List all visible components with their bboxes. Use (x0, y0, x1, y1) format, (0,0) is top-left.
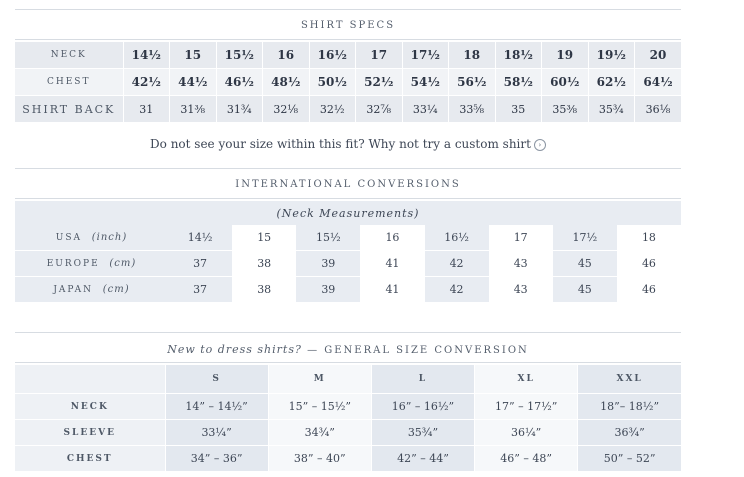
conversion-cell: 46 (617, 251, 681, 277)
spec-cell: 32⅞ (356, 96, 403, 123)
spec-cell: 33¼ (402, 96, 449, 123)
spec-cell: 50½ (309, 69, 356, 96)
spec-cell: 16 (263, 42, 310, 69)
europe-row (15, 251, 681, 277)
conversions-divider (15, 198, 681, 199)
conversion-cell: 37 (168, 277, 232, 303)
spec-cell: 42½ (123, 69, 170, 96)
size-header-row (15, 365, 681, 394)
specs-divider (15, 39, 681, 40)
size-l-header: L (371, 365, 474, 394)
general-neck-label: NECK (15, 394, 165, 420)
size-xl-header: XL (475, 365, 578, 394)
general-top-divider (15, 332, 681, 333)
spec-cell: 16½ (309, 42, 356, 69)
spec-cell: 31 (123, 96, 170, 123)
spec-cell: 14½ (123, 42, 170, 69)
chest-row (15, 69, 681, 96)
shirt-specs-table (15, 42, 681, 122)
size-cell: 15” – 15½” (268, 394, 371, 420)
spec-cell: 17 (356, 42, 403, 69)
conversion-cell: 41 (360, 277, 424, 303)
size-cell: 36¾” (578, 420, 681, 446)
conversion-cell: 46 (617, 277, 681, 303)
conversion-cell: 38 (232, 251, 296, 277)
spec-cell: 15½ (216, 42, 263, 69)
spec-cell: 58½ (495, 69, 542, 96)
spec-cell: 20 (635, 42, 682, 69)
conversion-cell: 16 (360, 225, 424, 251)
size-cell: 14” – 14½” (165, 394, 268, 420)
spec-cell: 48½ (263, 69, 310, 96)
spec-cell: 19½ (588, 42, 635, 69)
conversion-cell: 45 (553, 277, 617, 303)
spec-cell: 15 (170, 42, 217, 69)
spec-cell: 35⅜ (542, 96, 589, 123)
spec-cell: 32⅛ (263, 96, 310, 123)
spec-cell: 62½ (588, 69, 635, 96)
general-neck-row (15, 394, 681, 420)
general-size-title (15, 343, 681, 356)
neck-row (15, 42, 681, 69)
size-cell: 17” – 17½” (475, 394, 578, 420)
conversion-cell: 17½ (553, 225, 617, 251)
size-cell: 34” – 36” (165, 446, 268, 472)
spec-cell: 35¾ (588, 96, 635, 123)
size-m-header: M (268, 365, 371, 394)
conversion-cell: 17 (489, 225, 553, 251)
conversion-cell: 38 (232, 277, 296, 303)
shirt-back-label: SHIRT BACK (15, 96, 123, 123)
spec-cell: 60½ (542, 69, 589, 96)
usa-label: USA (inch) (15, 225, 168, 251)
size-cell: 46” – 48” (475, 446, 578, 472)
conversion-cell: 15½ (296, 225, 360, 251)
size-cell: 34¾” (268, 420, 371, 446)
spec-cell: 18½ (495, 42, 542, 69)
size-cell: 35¾” (371, 420, 474, 446)
conversion-cell: 42 (425, 277, 489, 303)
usa-row (15, 225, 681, 251)
international-conversions-title: INTERNATIONAL CONVERSIONS (235, 179, 461, 190)
custom-shirt-prompt[interactable] (15, 137, 681, 151)
conversion-cell: 14½ (168, 225, 232, 251)
general-sleeve-label: SLEEVE (15, 420, 165, 446)
spec-cell: 33⅝ (449, 96, 496, 123)
spec-cell: 54½ (402, 69, 449, 96)
conversions-top-divider (15, 168, 681, 169)
conversion-cell: 18 (617, 225, 681, 251)
japan-row (15, 277, 681, 303)
neck-label: NECK (15, 42, 123, 69)
general-chest-label: CHEST (15, 446, 165, 472)
conversion-cell: 42 (425, 251, 489, 277)
size-cell: 42” – 44” (371, 446, 474, 472)
size-xxl-header: XXL (578, 365, 681, 394)
general-size-table (15, 365, 681, 472)
size-cell: 38” – 40” (268, 446, 371, 472)
conversion-cell: 43 (489, 251, 553, 277)
conversion-cell: 45 (553, 251, 617, 277)
spec-cell: 46½ (216, 69, 263, 96)
general-size-title-italic: New to dress shirts? (167, 343, 302, 356)
spec-cell: 35 (495, 96, 542, 123)
conversion-cell: 16½ (425, 225, 489, 251)
conversion-cell: 37 (168, 251, 232, 277)
shirt-back-row (15, 96, 681, 123)
spec-cell: 32½ (309, 96, 356, 123)
japan-label: JAPAN (cm) (15, 277, 168, 303)
spec-cell: 19 (542, 42, 589, 69)
arrow-right-icon[interactable]: › (534, 139, 546, 151)
spec-cell: 64½ (635, 69, 682, 96)
spec-cell: 31¾ (216, 96, 263, 123)
general-sleeve-row (15, 420, 681, 446)
spec-cell: 18 (449, 42, 496, 69)
conversions-subheader-row (15, 201, 681, 225)
size-cell: 18”– 18½” (578, 394, 681, 420)
spec-cell: 17½ (402, 42, 449, 69)
size-header-blank (15, 365, 165, 394)
size-cell: 50” – 52” (578, 446, 681, 472)
spec-cell: 36⅛ (635, 96, 682, 123)
shirt-specs-title: SHIRT SPECS (300, 20, 396, 31)
chest-label: CHEST (15, 69, 123, 96)
spec-cell: 31⅜ (170, 96, 217, 123)
neck-measurements-subtitle: (Neck Measurements) (15, 201, 681, 225)
general-divider (15, 362, 681, 363)
conversions-table (15, 201, 681, 302)
general-size-title-rest: — GENERAL SIZE CONVERSION (307, 345, 529, 356)
custom-shirt-link[interactable]: Do not see your size within this fit? Why not try a custom shirt (150, 137, 531, 151)
conversion-cell: 41 (360, 251, 424, 277)
conversion-cell: 39 (296, 277, 360, 303)
conversion-cell: 43 (489, 277, 553, 303)
spec-cell: 56½ (449, 69, 496, 96)
general-chest-row (15, 446, 681, 472)
conversion-cell: 15 (232, 225, 296, 251)
size-cell: 36¼” (475, 420, 578, 446)
size-s-header: S (165, 365, 268, 394)
europe-label: EUROPE (cm) (15, 251, 168, 277)
top-divider (15, 9, 681, 10)
size-cell: 33¼” (165, 420, 268, 446)
conversion-cell: 39 (296, 251, 360, 277)
spec-cell: 44½ (170, 69, 217, 96)
size-cell: 16” – 16½” (371, 394, 474, 420)
spec-cell: 52½ (356, 69, 403, 96)
